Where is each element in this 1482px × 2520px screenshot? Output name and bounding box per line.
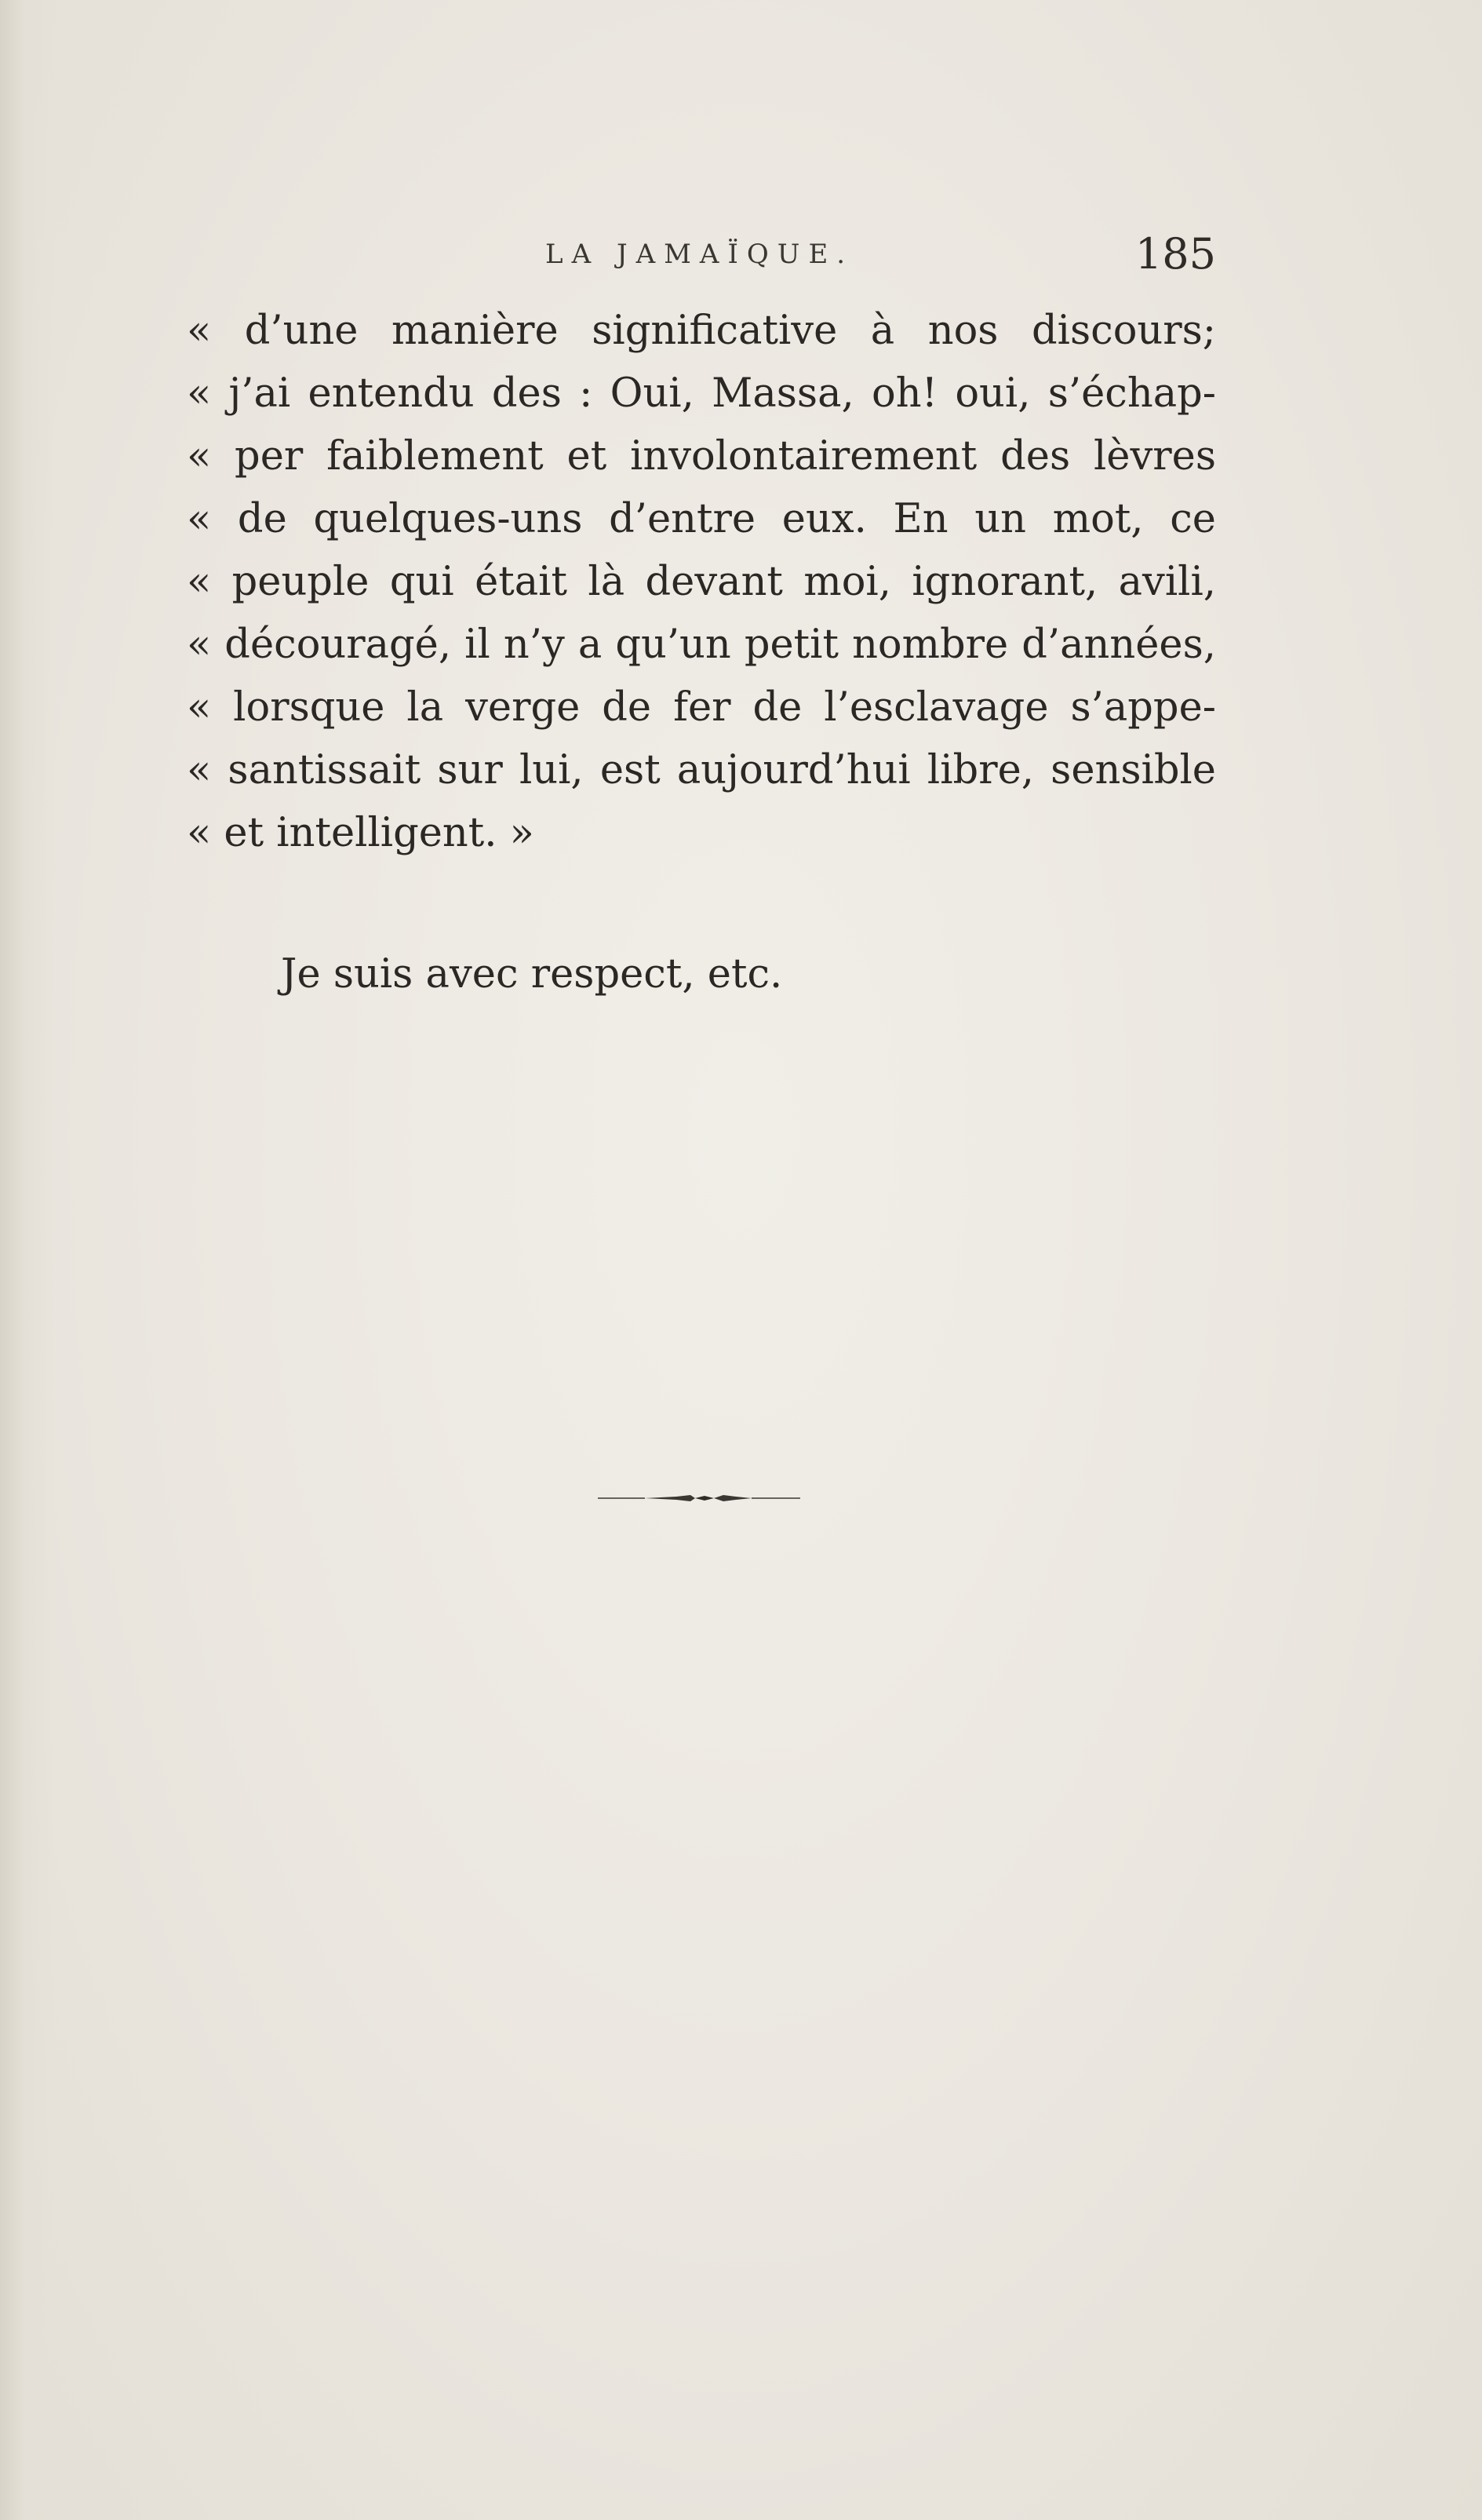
text-line: « lorsque la verge de fer de l’esclavage s’appe- — [187, 684, 1216, 731]
running-head — [188, 229, 1216, 292]
running-title: LA JAMAÏQUE. — [545, 239, 854, 270]
page-number: 185 — [1134, 229, 1216, 279]
text-line: « découragé, il n’y a qu’un petit nombre d’années, — [187, 622, 1216, 668]
text-line: « et intelligent. » — [187, 810, 534, 856]
text-line: « per faiblement et involontairement des lèvres — [187, 433, 1216, 480]
text-line: « j’ai entendu des : Oui, Massa, oh! oui, s’échap- — [187, 370, 1216, 417]
closing-salutation: Je suis avec respect, etc. — [281, 951, 783, 997]
quoted-passage — [187, 300, 1216, 865]
text-line: « d’une manière significative à nos discours; — [187, 308, 1216, 354]
binding-shadow — [0, 0, 55, 2520]
text-line: « peuple qui était là devant moi, ignorant, avili, — [187, 559, 1216, 605]
text-line: « de quelques-uns d’entre eux. En un mot, ce — [187, 496, 1216, 542]
text-line: « santissait sur lui, est aujourd’hui libre, sensible — [187, 747, 1216, 793]
tailpiece-ornament — [598, 1490, 800, 1506]
